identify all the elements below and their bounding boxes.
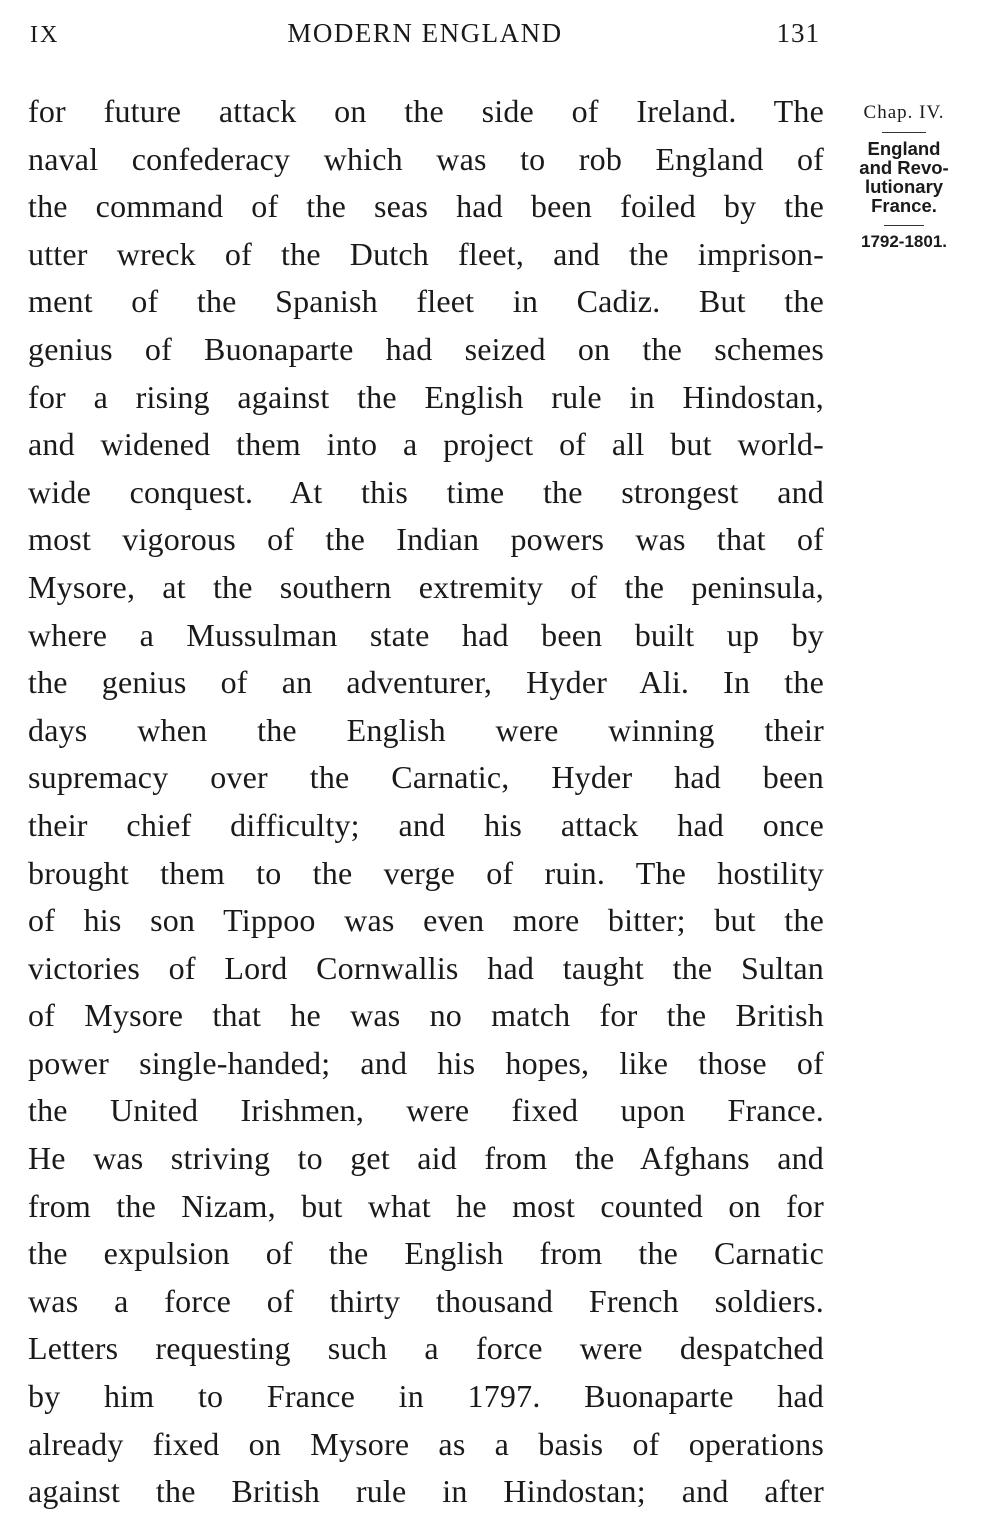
margin-divider bbox=[884, 225, 924, 226]
text-line: Mysore, at the southern extremity of the peninsula, bbox=[28, 568, 824, 605]
text-line: He was striving to get aid from the Afghans and bbox=[28, 1140, 824, 1177]
text-line: for future attack on the side of Ireland. The bbox=[28, 93, 824, 129]
page-number: 131 bbox=[776, 18, 820, 48]
text-line: naval confederacy which was to rob England of bbox=[28, 140, 824, 177]
body-text bbox=[28, 88, 824, 1516]
text-line: where a Mussulman state had been built up by bbox=[28, 616, 824, 653]
text-line: most vigorous of the Indian powers was that of bbox=[28, 521, 824, 558]
text-line: supremacy over the Carnatic, Hyder had been bbox=[28, 759, 824, 796]
text-line: by him to France in 1797. Buonaparte had bbox=[28, 1378, 824, 1415]
text-line: the genius of an adventurer, Hyder Ali. In the bbox=[28, 664, 824, 701]
margin-chapter-label: Chap. IV. bbox=[863, 102, 945, 123]
text-line: the United Irishmen, were fixed upon France. bbox=[28, 1092, 824, 1129]
running-head bbox=[28, 18, 822, 58]
text-line: victories of Lord Cornwallis had taught the Sultan bbox=[28, 949, 824, 986]
margin-divider bbox=[882, 132, 926, 133]
text-line: from the Nizam, but what he most counted on for bbox=[28, 1187, 824, 1224]
text-line: days when the English were winning their bbox=[28, 711, 824, 748]
text-line: of Mysore that he was no match for the British bbox=[28, 997, 824, 1034]
text-line: genius of Buonaparte had seized on the schemes bbox=[28, 330, 824, 367]
chapter-roman-numeral: IX bbox=[30, 22, 60, 48]
text-line: ment of the Spanish fleet in Cadiz. But the bbox=[28, 283, 824, 320]
text-line: utter wreck of the Dutch fleet, and the imprison- bbox=[28, 235, 824, 272]
text-line: power single-handed; and his hopes, like those of bbox=[28, 1044, 824, 1081]
text-line: the expulsion of the English from the Carnatic bbox=[28, 1235, 824, 1272]
text-line: brought them to the verge of ruin. The hostility bbox=[28, 854, 824, 891]
book-title: MODERN ENGLAND bbox=[287, 18, 563, 48]
text-line: wide conquest. At this time the strongest and bbox=[28, 473, 824, 510]
text-line: Letters requesting such a force were despatched bbox=[28, 1330, 824, 1367]
text-line: against the British rule in Hindostan; and after bbox=[28, 1473, 824, 1510]
text-line: their chief difficulty; and his attack had once bbox=[28, 806, 824, 843]
text-line: for a rising against the English rule in Hindostan, bbox=[28, 378, 824, 415]
text-line: already fixed on Mysore as a basis of operations bbox=[28, 1425, 824, 1462]
text-line: was a force of thirty thousand French soldiers. bbox=[28, 1282, 824, 1319]
text-line: the command of the seas had been foiled by the bbox=[28, 188, 824, 225]
margin-section-heading: England and Revo- lutionary France. bbox=[859, 138, 949, 216]
text-line: and widened them into a project of all but world- bbox=[28, 426, 824, 463]
margin-note bbox=[840, 98, 968, 252]
text-line: of his son Tippoo was even more bitter; but the bbox=[28, 902, 824, 939]
margin-date-range: 1792-1801. bbox=[860, 232, 948, 251]
